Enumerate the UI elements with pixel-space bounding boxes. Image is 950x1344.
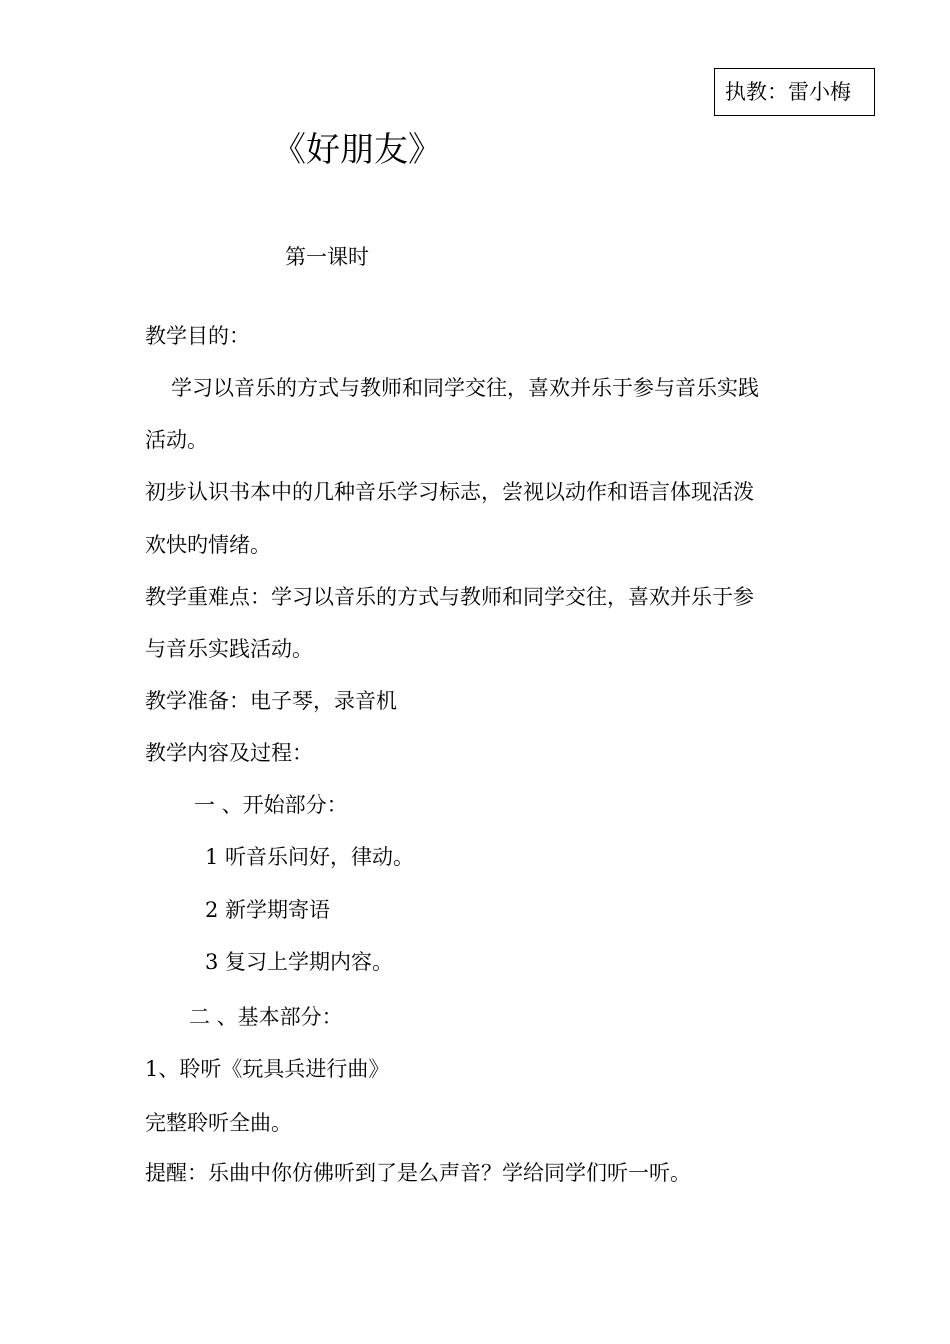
teacher-label: 执教：雷小梅 xyxy=(714,68,875,116)
part-1-item-1: 1 听音乐问好，律动。 xyxy=(205,845,415,869)
part-2-heading: 二 、基本部分： xyxy=(189,1005,343,1029)
key-points-line-2: 与音乐实践活动。 xyxy=(145,637,313,661)
part-1-heading: 一 、开始部分： xyxy=(194,793,348,817)
preparation-line: 教学准备：电子琴，录音机 xyxy=(145,689,397,713)
key-points-line-1: 教学重难点：学习以音乐的方式与教师和同学交往，喜欢并乐于参 xyxy=(145,585,754,609)
goal-1-line-1: 学习以音乐的方式与教师和同学交往，喜欢并乐于参与音乐实践 xyxy=(171,376,759,400)
document-title: 《好朋友》 xyxy=(272,130,442,170)
reminder-line: 提醒：乐曲中你仿佛听到了是么声音？学给同学们听一听。 xyxy=(145,1161,691,1185)
goals-heading: 教学目的： xyxy=(145,324,250,348)
goal-2-line-1: 初步认识书本中的几种音乐学习标志，尝视以动作和语言体现活泼 xyxy=(145,480,754,504)
goal-2-line-2: 欢快旳情绪。 xyxy=(145,533,271,557)
part-2-item-1: 1、聆听《玩具兵进行曲》 xyxy=(145,1057,390,1081)
part-1-item-3: 3 复习上学期内容。 xyxy=(205,950,394,974)
process-heading: 教学内容及过程： xyxy=(145,741,313,765)
part-1-item-2: 2 新学期寄语 xyxy=(205,898,331,922)
goal-1-line-2: 活动。 xyxy=(145,428,208,452)
lesson-period: 第一课时 xyxy=(285,245,369,269)
listen-full-line: 完整聆听全曲。 xyxy=(145,1111,292,1135)
